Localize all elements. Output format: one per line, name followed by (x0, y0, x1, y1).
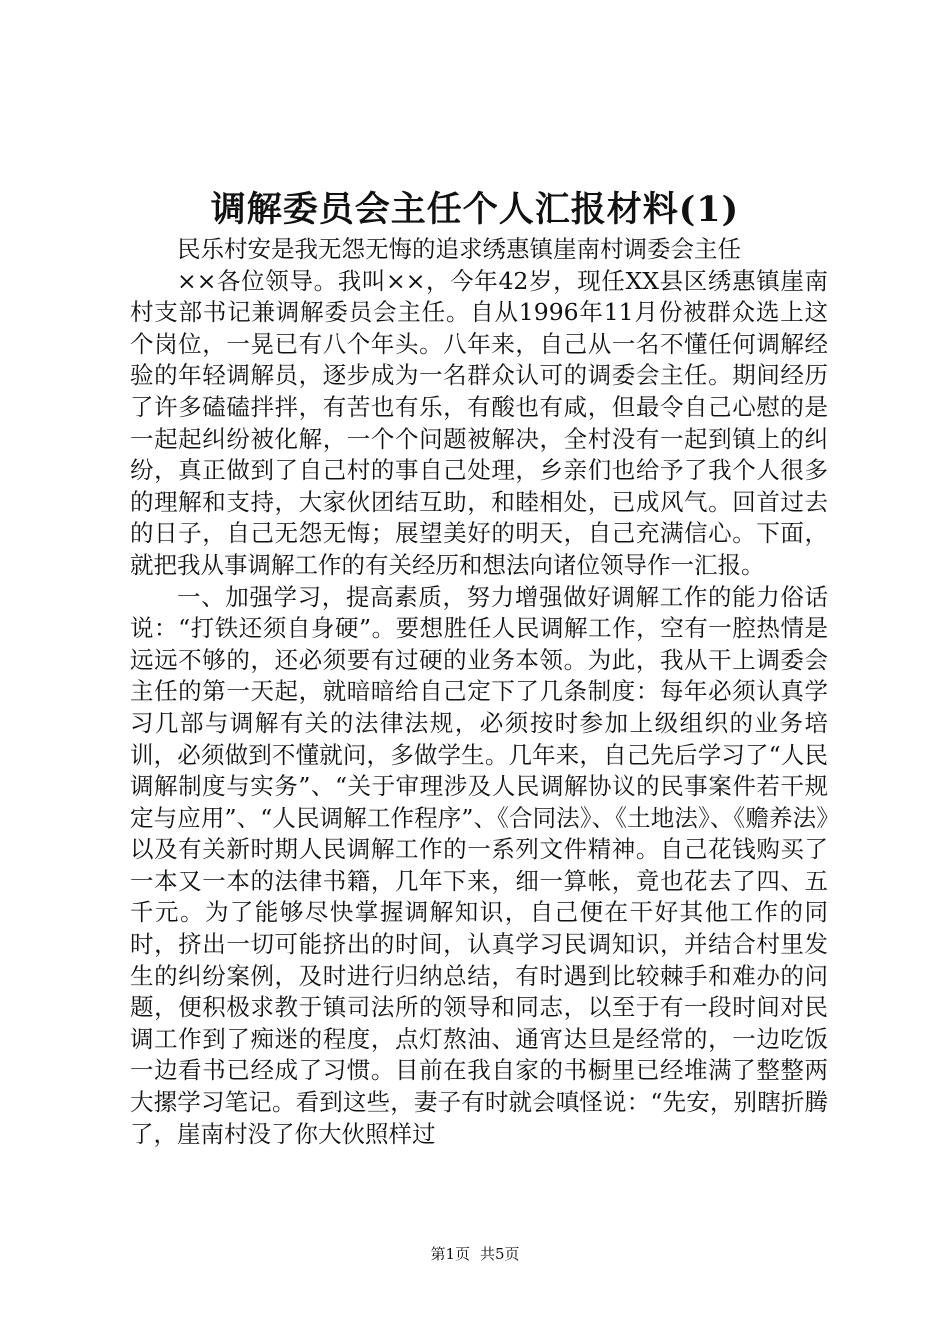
paragraph-introduction: ××各位领导。我叫××，今年42岁，现任XX县区绣惠镇崖南村支部书记兼调解委员会主任。自从1996年11月份被群众选上这个岗位，一晃已有八个年头。八年来，自己从一名不懂任何调解经验的年轻调解员，逐步成为一名群众认可的调委会主任。期间经历了许多磕磕拌拌，有苦也有乐，有酸也有咸，但最令自己心慰的是一起起纠纷被化解，一个个问题被解决，全村没有一起到镇上的纠纷，真正做到了自己村的事自己处理，乡亲们也给予了我个人很多的理解和支持，大家伙团结互助，和睦相处，已成风气。回首过去的日子，自己无怨无悔；展望美好的明天，自己充满信心。下面，就把我从事调解工作的有关经历和想法向诸位领导作一汇报。 (130, 266, 828, 579)
page-number: 第1页 (430, 1245, 470, 1263)
page-total: 共5页 (480, 1245, 520, 1263)
document-body (130, 234, 828, 1150)
paragraph-subtitle: 民乐村安是我无怨无悔的追求绣惠镇崖南村调委会主任 (177, 235, 741, 263)
page-footer (0, 1244, 950, 1264)
document-title: 调解委员会主任个人汇报材料(1) (210, 189, 740, 230)
paragraph-section-one: 一、加强学习，提高素质，努力增强做好调解工作的能力俗话说：“打铁还须自身硬”。要想胜任人民调解工作，空有一腔热情是远远不够的，还必须要有过硬的业务本领。为此，我从干上调委会主任的第一天起，就暗暗给自己定下了几条制度：每年必须认真学习几部与调解有关的法律法规，必须按时参加上级组织的业务培训，必须做到不懂就问，多做学生。几年来，自己先后学习了“人民调解制度与实务”、“关于审理涉及人民调解协议的民事案件若干规定与应用”、“人民调解工作程序”、《合同法》、《土地法》、《赡养法》以及有关新时期人民调解工作的一系列文件精神。自己花钱购买了一本又一本的法律书籍，几年下来，细一算帐，竟也花去了四、五千元。为了能够尽快掌握调解知识，自己便在干好其他工作的同时，挤出一切可能挤出的时间，认真学习民调知识，并结合村里发生的纠纷案例，及时进行归纳总结，有时遇到比较棘手和难办的问题，便积极求教于镇司法所的领导和同志，以至于有一段时间对民调工作到了痴迷的程度，点灯熬油、通宵达旦是经常的，一边吃饭一边看书已经成了习惯。目前在我自家的书橱里已经堆满了整整两大摞学习笔记。看到这些，妻子有时就会嗔怪说：“先安，别瞎折腾了，崖南村没了你大伙照样过 (130, 582, 828, 1148)
